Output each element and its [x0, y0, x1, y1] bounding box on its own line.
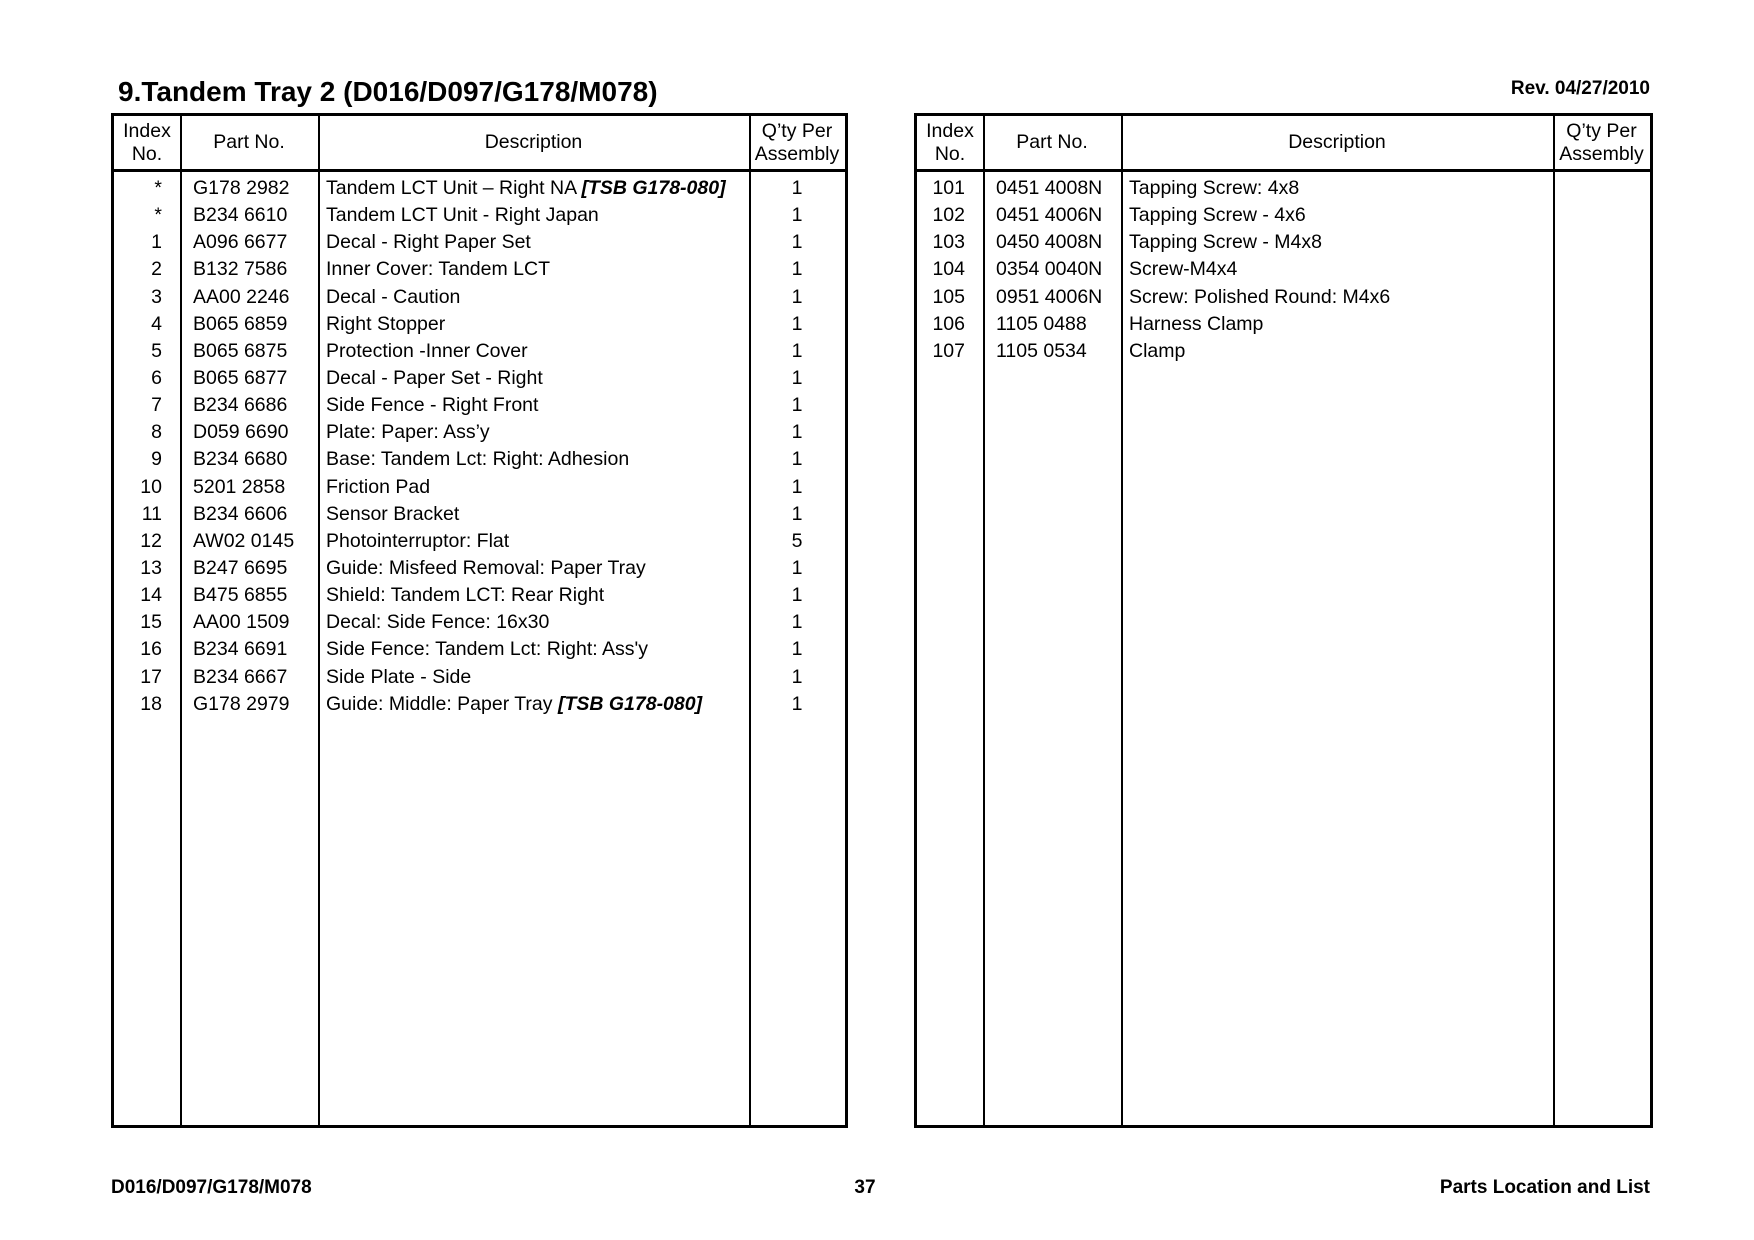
header-qty-line1: Q’ty Per	[761, 119, 833, 142]
table-row	[114, 555, 845, 582]
description-text: Inner Cover: Tandem LCT	[326, 258, 550, 281]
part-no-cell: B234 6686	[193, 394, 288, 417]
header-index-line1: Index	[926, 119, 974, 142]
index-cell: 13	[140, 556, 162, 579]
description-cell	[326, 691, 702, 718]
page-title: 9.Tandem Tray 2 (D016/D097/G178/M078)	[118, 76, 658, 107]
part-no-cell: D059 6690	[193, 421, 289, 444]
part-no-cell: B234 6667	[193, 665, 288, 688]
description-cell	[326, 636, 648, 663]
description-text: Guide: Misfeed Removal: Paper Tray	[326, 556, 646, 579]
table-row	[917, 202, 1650, 229]
description-cell	[326, 392, 538, 419]
table-row	[917, 338, 1650, 365]
part-no-cell: B234 6691	[193, 638, 288, 661]
part-no-cell: 5201 2858	[193, 475, 286, 498]
qty-cell: 1	[791, 339, 803, 362]
index-cell: 10	[140, 475, 162, 498]
description-text: Guide: Middle: Paper Tray	[326, 692, 558, 715]
description-cell	[326, 229, 531, 256]
description-text: Friction Pad	[326, 475, 431, 498]
part-no-cell: 0450 4008N	[996, 231, 1103, 254]
description-text: Side Fence: Tandem Lct: Right: Ass'y	[326, 638, 649, 661]
table-row	[917, 284, 1650, 311]
qty-cell: 1	[791, 285, 803, 308]
description-text: Photointerruptor: Flat	[326, 529, 510, 552]
parts-table-left	[111, 113, 848, 1128]
index-cell: 17	[140, 665, 162, 688]
header-part-no: Part No.	[1016, 131, 1088, 153]
table-row	[114, 446, 845, 473]
tsb-note: [TSB G178-080]	[581, 177, 726, 199]
header-description: Description	[1288, 131, 1386, 153]
part-no-cell: B234 6680	[193, 448, 288, 471]
table-body	[917, 175, 1650, 365]
table-row	[917, 175, 1650, 202]
index-cell: 12	[140, 529, 162, 552]
part-no-cell: B234 6606	[193, 502, 288, 525]
revision-date: Rev. 04/27/2010	[1510, 78, 1650, 99]
qty-cell: 1	[791, 312, 803, 335]
description-text: Tapping Screw - 4x6	[1129, 204, 1306, 227]
description-cell	[326, 609, 549, 636]
description-cell	[326, 202, 599, 229]
footer-model: D016/D097/G178/M078	[111, 1177, 312, 1198]
description-cell	[326, 284, 460, 311]
parts-table-right	[914, 113, 1653, 1128]
description-cell	[1129, 175, 1299, 202]
description-cell	[326, 338, 528, 365]
index-cell: 14	[140, 584, 162, 607]
qty-cell: 1	[791, 231, 803, 254]
header-index	[917, 116, 983, 169]
part-no-cell: G178 2979	[193, 692, 290, 715]
description-text: Decal - Caution	[326, 285, 461, 308]
index-cell: 18	[140, 692, 162, 715]
part-no-cell: B247 6695	[193, 556, 288, 579]
qty-cell: 1	[791, 421, 803, 444]
qty-cell: 1	[791, 258, 803, 281]
description-text: Screw: Polished Round: M4x6	[1129, 285, 1391, 308]
index-cell: 106	[932, 312, 965, 335]
part-no-cell: B132 7586	[193, 258, 288, 281]
index-cell: 2	[151, 258, 162, 281]
description-cell	[326, 175, 726, 202]
part-no-cell: AA00 2246	[193, 285, 290, 308]
part-no-cell: B234 6610	[193, 204, 288, 227]
description-cell	[1129, 311, 1263, 338]
header-index-line2: No.	[131, 142, 163, 165]
part-no-cell: B065 6875	[193, 339, 288, 362]
description-text: Base: Tandem Lct: Right: Adhesion	[326, 448, 630, 471]
header-description: Description	[484, 131, 583, 153]
header-qty-line2: Assembly	[754, 142, 840, 165]
description-text: Decal: Side Fence: 16x30	[326, 611, 550, 634]
index-cell: 4	[151, 312, 162, 335]
table-row	[114, 582, 845, 609]
qty-cell: 1	[791, 475, 803, 498]
index-cell: 11	[141, 502, 162, 525]
qty-cell: 1	[791, 611, 803, 634]
qty-cell: 1	[791, 204, 803, 227]
header-index	[114, 116, 180, 169]
qty-cell: 1	[791, 394, 803, 417]
header-qty	[1553, 116, 1650, 169]
table-row	[114, 392, 845, 419]
part-no-cell: AW02 0145	[193, 529, 295, 552]
table-row	[114, 256, 845, 283]
description-cell	[1129, 338, 1185, 365]
description-cell	[1129, 284, 1390, 311]
table-row	[114, 609, 845, 636]
part-no-cell: B065 6877	[193, 366, 288, 389]
description-text: Side Plate - Side	[326, 665, 472, 688]
header-qty-line1: Q’ty Per	[1566, 119, 1637, 142]
index-cell: 101	[932, 177, 965, 199]
description-text: Plate: Paper: Ass’y	[326, 421, 490, 444]
part-no-cell: 1105 0488	[996, 312, 1087, 335]
description-text: Decal - Right Paper Set	[326, 231, 531, 254]
index-cell: 6	[151, 366, 162, 389]
description-cell	[326, 582, 604, 609]
index-cell: 7	[151, 394, 162, 417]
table-row	[114, 202, 845, 229]
index-cell: 103	[932, 231, 965, 254]
description-cell	[326, 555, 646, 582]
footer-section: Parts Location and List	[1439, 1177, 1650, 1198]
qty-cell: 1	[791, 665, 803, 688]
index-cell: 8	[151, 421, 162, 444]
part-no-cell: A096 6677	[193, 231, 288, 254]
part-no-cell: 0451 4006N	[996, 204, 1103, 227]
header-qty	[749, 116, 845, 169]
description-text: Tapping Screw - M4x8	[1129, 231, 1322, 254]
description-cell	[326, 419, 490, 446]
table-row	[114, 365, 845, 392]
part-no-cell: 0951 4006N	[996, 285, 1103, 308]
description-cell	[326, 256, 550, 283]
header-index-line1: Index	[123, 119, 171, 142]
header-part-no: Part No.	[213, 131, 285, 153]
description-cell	[326, 528, 509, 555]
description-text: Side Fence - Right Front	[326, 394, 539, 417]
table-row	[114, 691, 845, 718]
table-row	[114, 229, 845, 256]
header-rule	[114, 169, 845, 172]
description-cell	[326, 501, 459, 528]
table-row	[114, 338, 845, 365]
qty-cell: 1	[791, 366, 803, 389]
description-cell	[1129, 229, 1322, 256]
description-text: Protection -Inner Cover	[326, 339, 528, 362]
description-text: Harness Clamp	[1129, 312, 1264, 335]
table-row	[114, 501, 845, 528]
description-cell	[1129, 202, 1306, 229]
table-row	[114, 311, 845, 338]
qty-cell: 1	[791, 448, 803, 471]
index-cell: 9	[151, 448, 162, 471]
description-text: Right Stopper	[326, 312, 446, 335]
table-row	[917, 256, 1650, 283]
table-row	[114, 175, 845, 202]
qty-cell: 1	[791, 584, 803, 607]
qty-cell: 5	[791, 529, 803, 552]
table-row	[114, 419, 845, 446]
description-text: Tapping Screw: 4x8	[1129, 177, 1300, 199]
table-row	[114, 664, 845, 691]
description-text: Clamp	[1129, 339, 1186, 362]
table-row	[917, 311, 1650, 338]
qty-cell: 1	[791, 692, 803, 715]
description-cell	[1129, 256, 1237, 283]
index-cell: *	[154, 177, 162, 199]
part-no-cell: G178 2982	[193, 177, 290, 199]
description-text: Tandem LCT Unit - Right Japan	[326, 204, 599, 227]
qty-cell: 1	[791, 502, 803, 525]
header-rule	[917, 169, 1650, 172]
description-cell	[326, 311, 445, 338]
description-text: Shield: Tandem LCT: Rear Right	[326, 584, 605, 607]
part-no-cell: 0451 4008N	[996, 177, 1103, 199]
description-cell	[326, 365, 543, 392]
description-cell	[326, 664, 471, 691]
qty-cell: 1	[791, 556, 803, 579]
table-row	[917, 229, 1650, 256]
tsb-note: [TSB G178-080]	[557, 692, 703, 715]
part-no-cell: 0354 0040N	[996, 258, 1103, 281]
index-cell: 3	[151, 285, 162, 308]
description-cell	[326, 446, 629, 473]
description-text: Screw-M4x4	[1129, 258, 1238, 281]
index-cell: 1	[151, 231, 162, 254]
index-cell: 105	[932, 285, 965, 308]
table-row	[114, 528, 845, 555]
description-text: Sensor Bracket	[326, 502, 460, 525]
description-text: Decal - Paper Set - Right	[326, 366, 543, 389]
part-no-cell: 1105 0534	[996, 339, 1087, 362]
table-row	[114, 474, 845, 501]
index-cell: 104	[932, 258, 965, 281]
qty-cell: 1	[791, 177, 803, 199]
description-cell	[326, 474, 430, 501]
header-index-line2: No.	[934, 142, 966, 165]
index-cell: 102	[932, 204, 965, 227]
qty-cell: 1	[791, 638, 803, 661]
description-text: Tandem LCT Unit – Right NA	[326, 177, 582, 199]
part-no-cell: AA00 1509	[193, 611, 290, 634]
header-qty-line2: Assembly	[1559, 142, 1644, 165]
table-row	[114, 284, 845, 311]
part-no-cell: B475 6855	[193, 584, 288, 607]
index-cell: 5	[151, 339, 162, 362]
index-cell: 15	[140, 611, 162, 634]
page-number: 37	[854, 1177, 876, 1198]
table-row	[114, 636, 845, 663]
index-cell: 16	[140, 638, 162, 661]
index-cell: 107	[932, 339, 965, 362]
part-no-cell: B065 6859	[193, 312, 288, 335]
index-cell: *	[154, 204, 162, 227]
table-body	[114, 175, 845, 718]
